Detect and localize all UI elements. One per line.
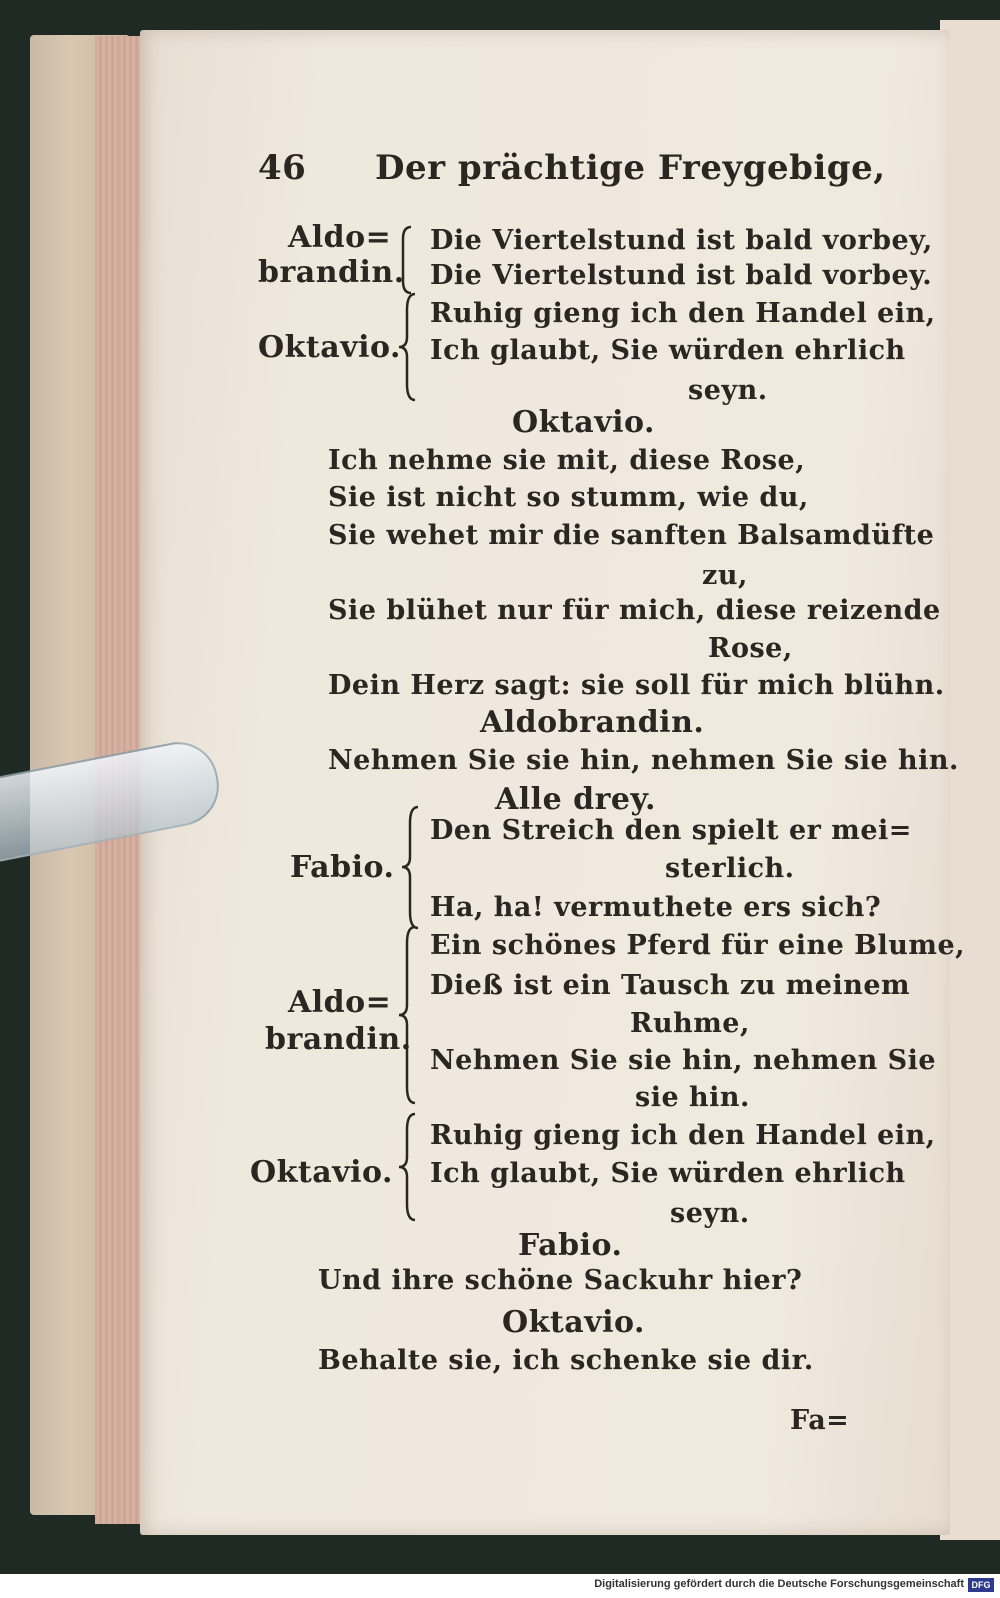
brace — [395, 1112, 419, 1222]
brace — [395, 225, 415, 295]
verse-line: Dein Herz sagt: sie soll für mich blühn. — [328, 670, 945, 701]
verse-line: Die Viertelstund ist bald vorbey. — [430, 260, 933, 291]
brace — [398, 805, 422, 930]
verse-line: seyn. — [688, 375, 768, 406]
verse-line: sie hin. — [635, 1082, 750, 1113]
verse-line: Ich glaubt, Sie würden ehrlich — [430, 335, 906, 366]
verse-line: Und ihre schöne Sackuhr hier? — [318, 1265, 803, 1296]
verse-line: zu, — [702, 560, 748, 591]
verse-line: Dieß ist ein Tausch zu meinem — [430, 970, 911, 1001]
verse-line: Sie blühet nur für mich, diese reizende — [328, 595, 941, 626]
speaker-heading: Alle drey. — [495, 782, 656, 817]
speaker-aldobrandin: Aldo= — [288, 220, 392, 255]
verse-line: Behalte sie, ich schenke sie dir. — [318, 1345, 814, 1376]
speaker-aldobrandin: Aldo= — [288, 985, 392, 1020]
brace — [395, 925, 419, 1105]
verse-line: Den Streich den spielt er mei= — [430, 815, 912, 846]
verse-line: Sie ist nicht so stumm, wie du, — [328, 482, 809, 513]
verse-line: Rose, — [708, 633, 793, 664]
dfg-logo: DFG — [968, 1578, 994, 1592]
speaker-heading: Fabio. — [518, 1228, 623, 1263]
speaker-heading: Aldobrandin. — [480, 705, 705, 740]
verse-line: Nehmen Sie sie hin, nehmen Sie — [430, 1045, 937, 1076]
page-number: 46 — [258, 148, 307, 188]
verse-line: Nehmen Sie sie hin, nehmen Sie sie hin. — [328, 745, 959, 776]
verse-line: Ich nehme sie mit, diese Rose, — [328, 445, 806, 476]
verse-line: Ruhig gieng ich den Handel ein, — [430, 1120, 936, 1151]
verse-line: Die Viertelstund ist bald vorbey, — [430, 225, 933, 256]
speaker-aldobrandin: brandin. — [265, 1022, 412, 1057]
book-page — [140, 30, 966, 1535]
verse-line: Ha, ha! vermuthete ers sich? — [430, 892, 882, 923]
brace — [395, 292, 419, 402]
running-title: Der prächtige Freygebige, — [375, 148, 886, 188]
footer-credit: Digitalisierung gefördert durch die Deutsche Forschungsgemeinschaft — [594, 1578, 964, 1590]
verse-line: Ich glaubt, Sie würden ehrlich — [430, 1158, 906, 1189]
verse-line: Ein schönes Pferd für eine Blume, — [430, 930, 966, 961]
speaker-aldobrandin: brandin. — [258, 255, 405, 290]
footer-bar — [0, 1574, 1000, 1598]
verse-line: Ruhig gieng ich den Handel ein, — [430, 298, 936, 329]
verse-line: seyn. — [670, 1198, 750, 1229]
speaker-oktavio: Oktavio. — [250, 1155, 393, 1190]
verse-line: Sie wehet mir die sanften Balsamdüfte — [328, 520, 935, 551]
speaker-heading: Oktavio. — [512, 405, 655, 440]
speaker-fabio: Fabio. — [290, 850, 395, 885]
catchword: Fa= — [790, 1405, 850, 1436]
speaker-oktavio: Oktavio. — [258, 330, 401, 365]
verse-line: Ruhme, — [630, 1008, 750, 1039]
verse-line: sterlich. — [665, 853, 795, 884]
speaker-heading: Oktavio. — [502, 1305, 645, 1340]
